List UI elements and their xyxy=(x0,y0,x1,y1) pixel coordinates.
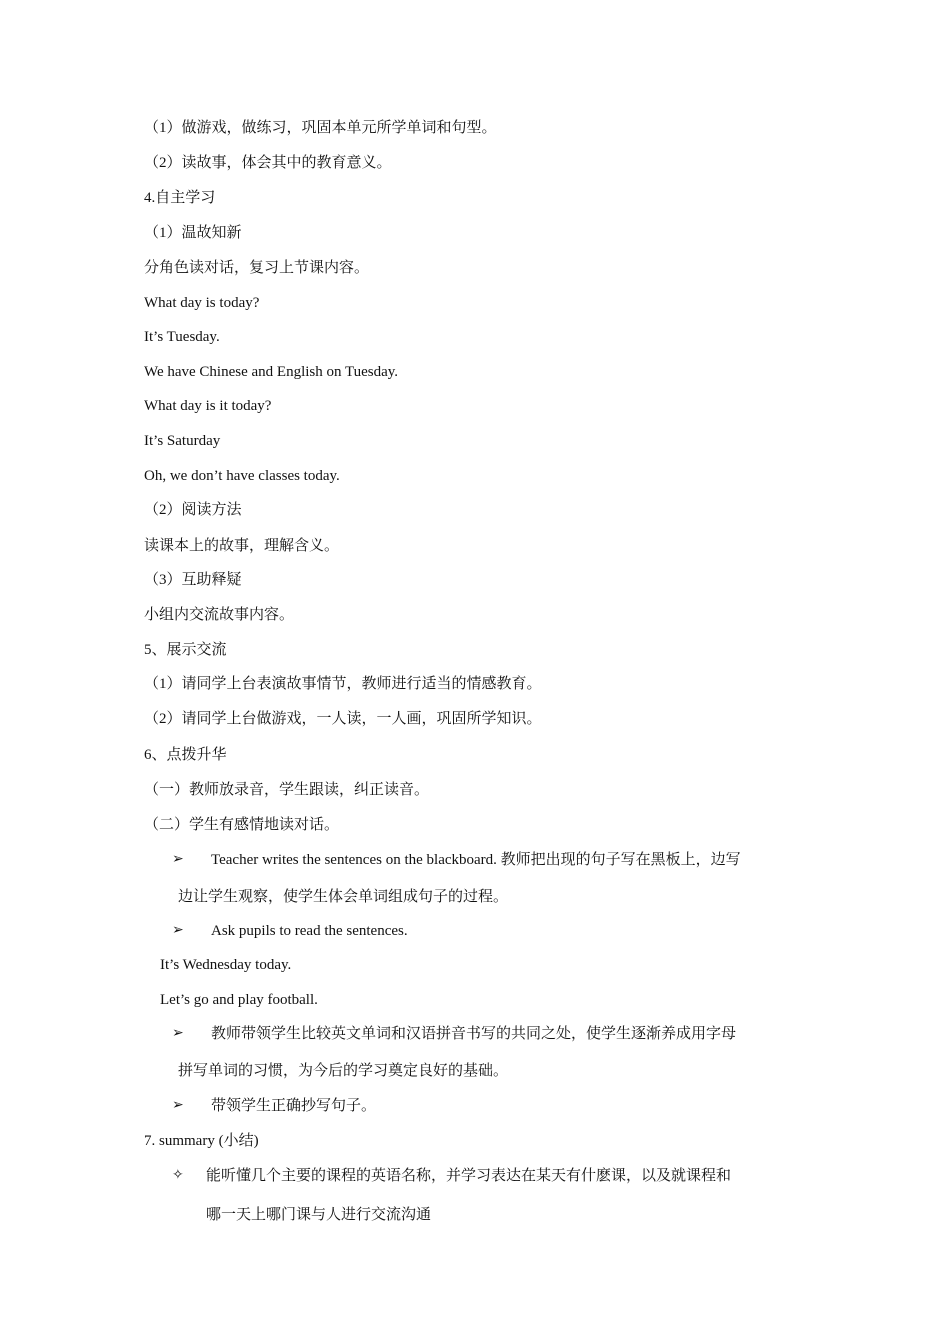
text-line: （2）读故事，体会其中的教育意义。 xyxy=(144,155,392,171)
text-line: （1）请同学上台表演故事情节，教师进行适当的情感教育。 xyxy=(144,676,542,692)
subheading: （1）温故知新 xyxy=(144,225,242,241)
text-line: （二）学生有感情地读对话。 xyxy=(144,817,340,833)
summary-heading: 7. summary (小结) xyxy=(144,1133,259,1149)
dialogue-line: What day is it today? xyxy=(144,398,272,414)
arrow-bullet-icon: ➢ xyxy=(172,1026,184,1041)
bullet-text-continued: 拼写单词的习惯，为今后的学习奠定良好的基础。 xyxy=(178,1063,509,1079)
arrow-bullet-icon: ➢ xyxy=(172,923,184,938)
bullet-text-continued: 边让学生观察，使学生体会单词组成句子的过程。 xyxy=(178,889,509,905)
bullet-text: Teacher writes the sentences on the blackboard. 教师把出现的句子写在黑板上，边写 xyxy=(211,852,741,868)
section-heading: 4.自主学习 xyxy=(144,190,216,206)
text-line: 小组内交流故事内容。 xyxy=(144,607,295,623)
section-heading: 5、展示交流 xyxy=(144,642,227,658)
bullet-text: 教师带领学生比较英文单词和汉语拼音书写的共同之处，使学生逐渐养成用字母 xyxy=(211,1026,737,1042)
section-heading: 6、点拨升华 xyxy=(144,747,227,763)
text-line: 分角色读对话，复习上节课内容。 xyxy=(144,260,370,276)
arrow-bullet-icon: ➢ xyxy=(172,1098,184,1113)
bullet-text: Ask pupils to read the sentences. xyxy=(211,923,408,939)
subheading: （2）阅读方法 xyxy=(144,502,242,518)
subheading: （3）互助释疑 xyxy=(144,572,242,588)
dialogue-line: What day is today? xyxy=(144,295,260,311)
example-sentence: Let’s go and play football. xyxy=(160,992,318,1008)
summary-text-continued: 哪一天上哪门课与人进行交流沟通 xyxy=(206,1207,432,1223)
text-line: （1）做游戏，做练习，巩固本单元所学单词和句型。 xyxy=(144,120,497,136)
arrow-bullet-icon: ➢ xyxy=(172,852,184,867)
summary-text: 能听懂几个主要的课程的英语名称，并学习表达在某天有什麽课，以及就课程和 xyxy=(206,1168,732,1184)
dialogue-line: Oh, we don’t have classes today. xyxy=(144,468,340,484)
example-sentence: It’s Wednesday today. xyxy=(160,957,292,973)
dialogue-line: It’s Tuesday. xyxy=(144,329,220,345)
dialogue-line: We have Chinese and English on Tuesday. xyxy=(144,364,399,380)
text-line: （一）教师放录音，学生跟读，纠正读音。 xyxy=(144,782,430,798)
text-line: 读课本上的故事，理解含义。 xyxy=(144,538,340,554)
text-line: （2）请同学上台做游戏，一人读，一人画，巩固所学知识。 xyxy=(144,711,542,727)
diamond-bullet-icon: ✧ xyxy=(172,1168,184,1183)
bullet-text: 带领学生正确抄写句子。 xyxy=(211,1098,377,1114)
dialogue-line: It’s Saturday xyxy=(144,433,221,449)
